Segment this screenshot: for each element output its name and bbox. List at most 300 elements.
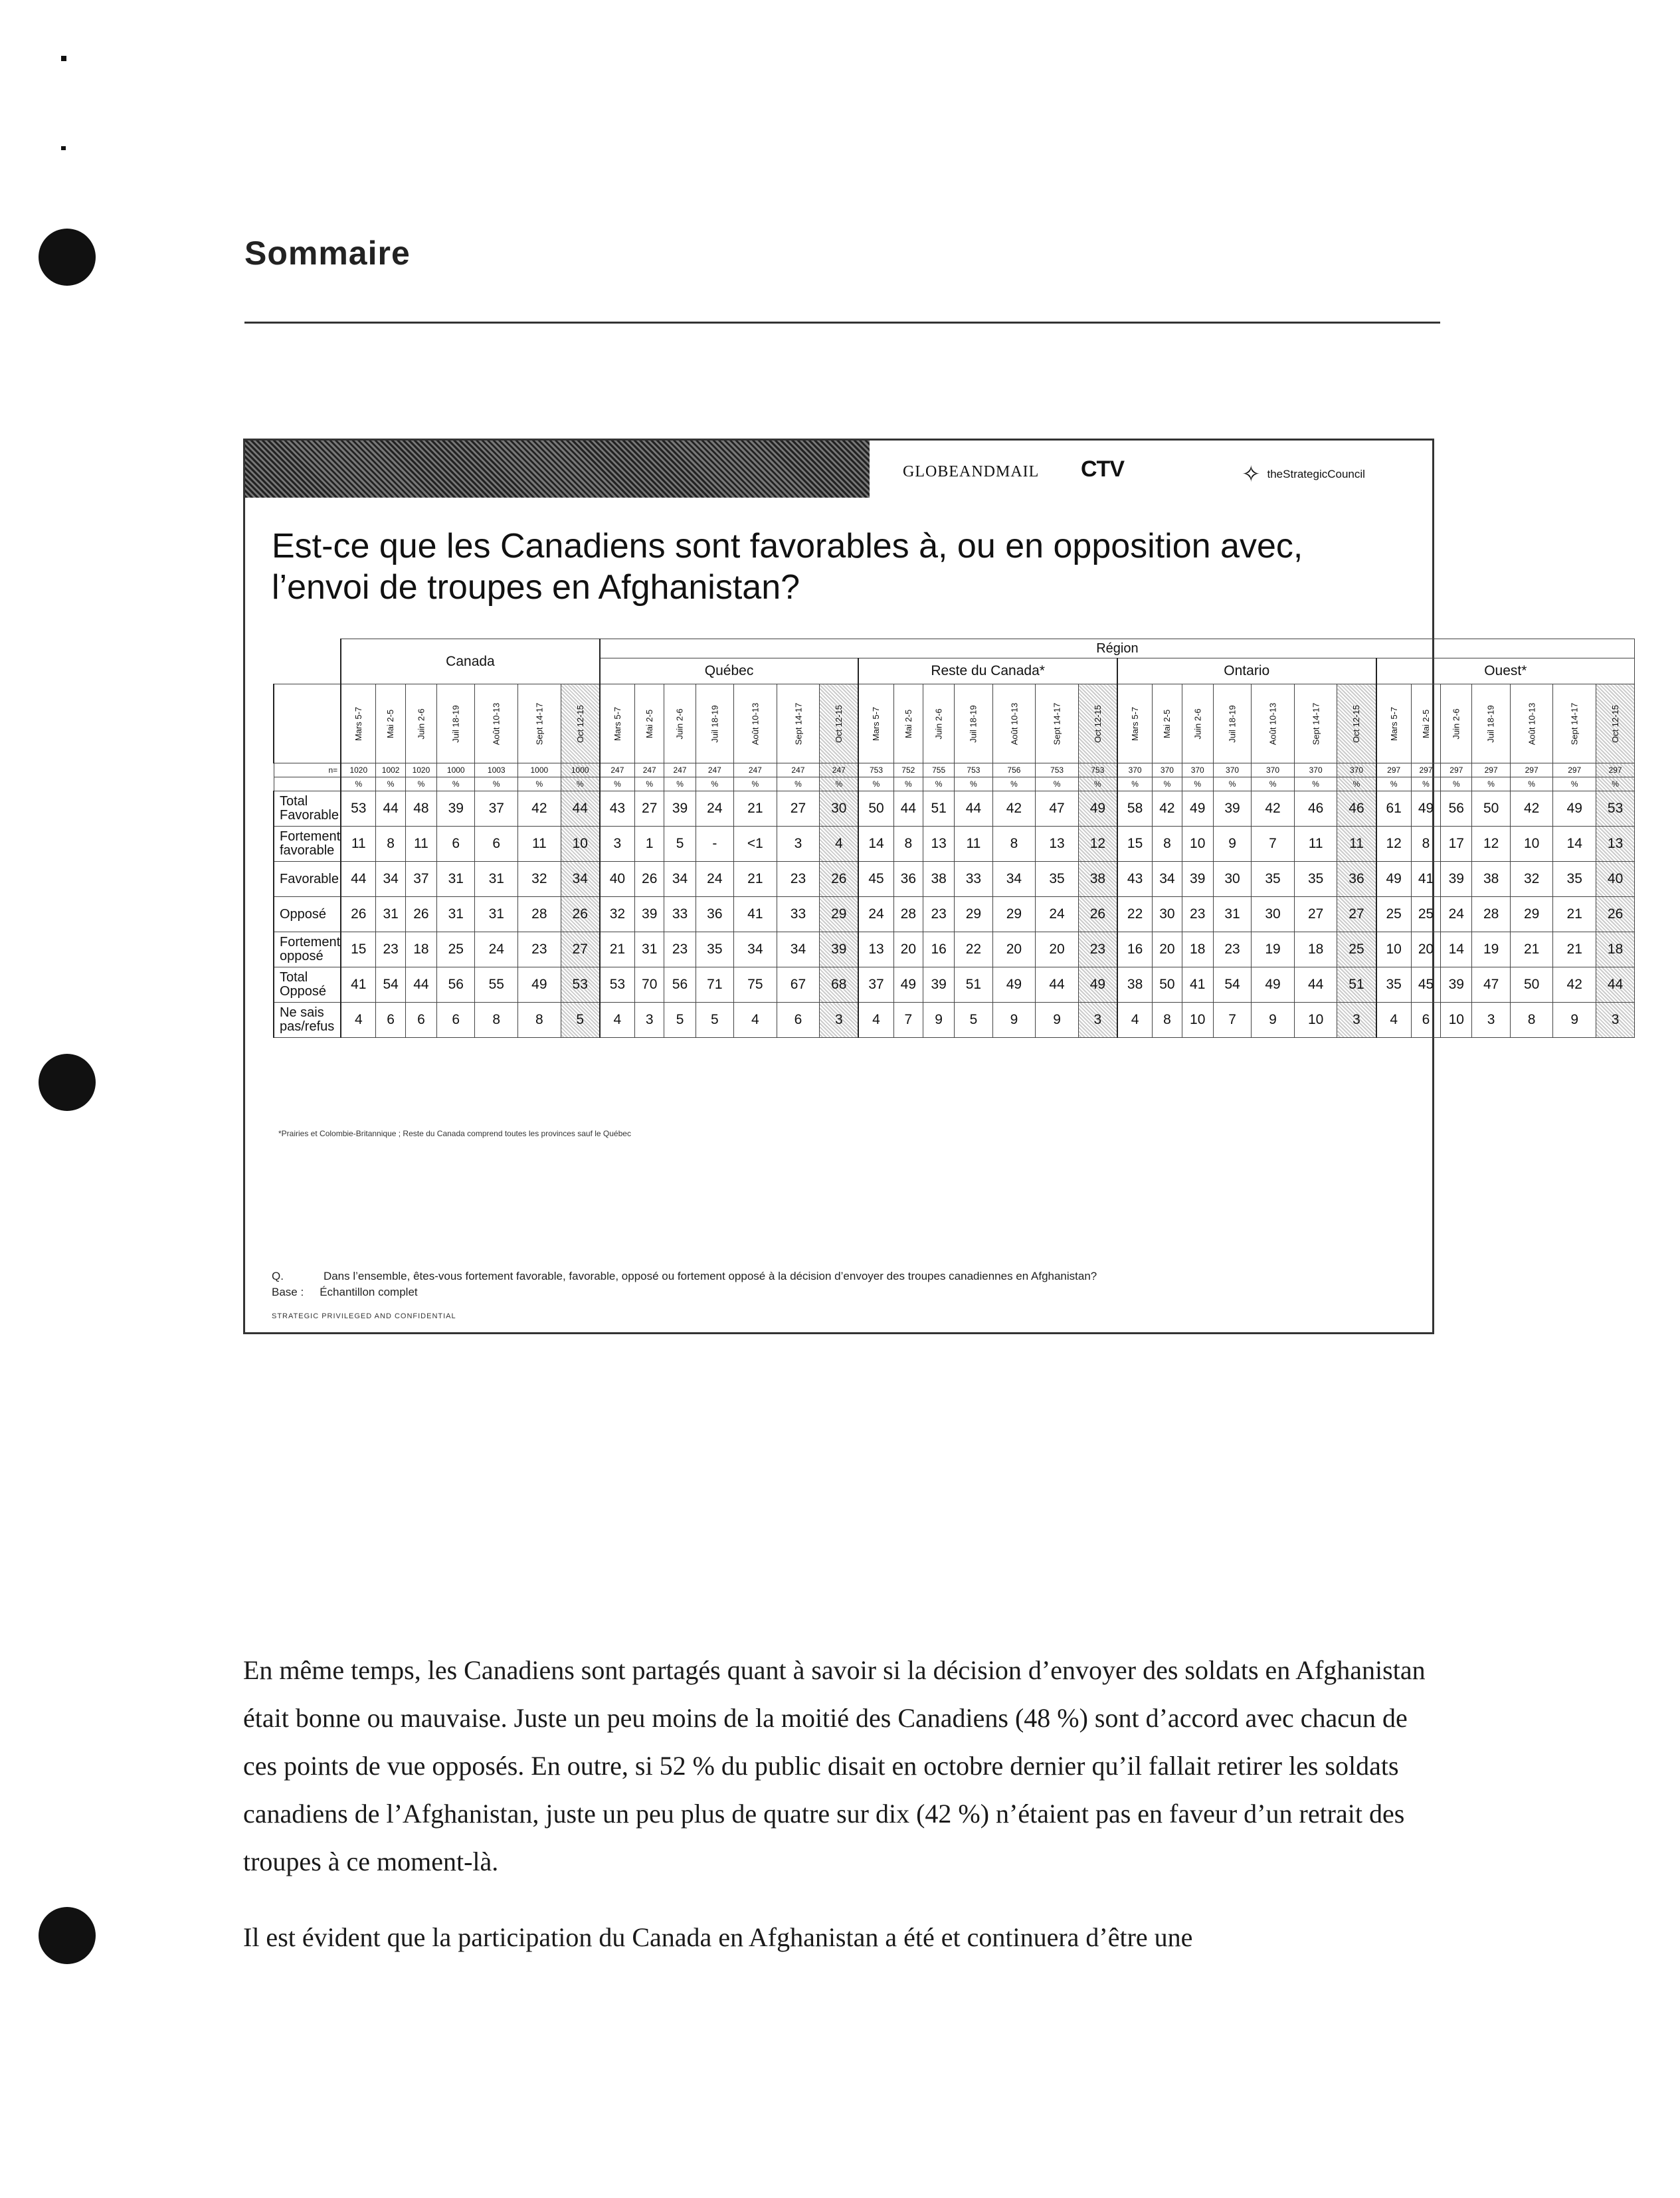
column-header-label: Juin 2-6 [933,708,944,740]
table-cell: 26 [820,862,859,897]
table-cell: 44 [561,791,600,827]
table-cell: 12 [1078,827,1117,862]
column-header-label: Juin 2-6 [1192,708,1203,740]
table-row [274,827,1635,862]
table-cell: 9 [1553,1003,1596,1038]
table-cell: 10 [1182,1003,1213,1038]
table-cell: 3 [600,827,635,862]
n-value: 1003 [475,763,518,777]
table-cell: 1 [635,827,664,862]
column-header [1036,684,1079,763]
pct-symbol: % [858,777,893,791]
region-header: Région [600,639,1635,658]
table-cell: 21 [600,932,635,967]
row-label: Fortement opposé [274,932,341,967]
table-cell: 22 [1117,897,1153,932]
table-cell: 36 [893,862,923,897]
pct-symbol: % [1510,777,1553,791]
column-header [1213,684,1251,763]
table-cell: 51 [955,967,992,1003]
pct-symbol: % [1182,777,1213,791]
table-cell: 49 [893,967,923,1003]
table-cell: 41 [1182,967,1213,1003]
column-header [992,684,1036,763]
pct-symbol: % [1553,777,1596,791]
table-cell: 13 [1596,827,1635,862]
table-cell: 18 [1294,932,1337,967]
column-header [777,684,820,763]
column-header [600,684,635,763]
n-value: 752 [893,763,923,777]
n-value: 297 [1472,763,1510,777]
table-cell: 46 [1337,791,1376,827]
table-cell: 31 [437,862,475,897]
group-header: Québec [600,658,859,684]
table-cell: 25 [1376,897,1412,932]
column-header-label: Mars 5-7 [353,706,364,742]
table-cell: 44 [341,862,376,897]
table-cell: 39 [1213,791,1251,827]
column-header-label: Oct 12-15 [1610,704,1621,744]
table-cell: 9 [992,1003,1036,1038]
pct-symbol: % [1117,777,1153,791]
table-cell: 35 [1553,862,1596,897]
column-header-label: Oct 12-15 [575,704,585,744]
n-value: 297 [1596,763,1635,777]
question-line [272,1270,1097,1283]
table-cell: 14 [858,827,893,862]
column-header [1553,684,1596,763]
table-cell: 46 [1294,791,1337,827]
table-cell: 42 [1553,967,1596,1003]
table-cell: 38 [923,862,955,897]
column-header [437,684,475,763]
table-cell: 26 [405,897,436,932]
ctv-logo: CTV [1081,456,1124,482]
column-header-label: Oct 12-15 [1092,704,1103,744]
table-cell: 22 [955,932,992,967]
n-value: 1020 [405,763,436,777]
column-header [1510,684,1553,763]
table-cell: 34 [992,862,1036,897]
column-header-label: Août 10-13 [491,702,502,746]
table-cell: 14 [1553,827,1596,862]
table-cell: 53 [600,967,635,1003]
table-cell: 6 [475,827,518,862]
row-label: Fortement favorable [274,827,341,862]
table-cell: 67 [777,967,820,1003]
table-cell: 4 [1117,1003,1153,1038]
table-corner [274,639,341,658]
table-cell: 18 [1182,932,1213,967]
table-cell: 47 [1472,967,1510,1003]
table-cell: 12 [1376,827,1412,862]
table-cell: 28 [518,897,561,932]
table-cell: 23 [664,932,696,967]
table-cell: 6 [1411,1003,1440,1038]
n-value: 753 [955,763,992,777]
table-cell: 56 [437,967,475,1003]
table-cell: 23 [376,932,405,967]
table-cell: 9 [1036,1003,1079,1038]
table-cell: 28 [893,897,923,932]
column-header [893,684,923,763]
table-cell: 41 [1411,862,1440,897]
table-cell: 44 [405,967,436,1003]
column-header-label: Juin 2-6 [675,708,686,740]
n-value: 247 [696,763,733,777]
strategic-council-label: theStrategicCouncil [1267,468,1365,480]
column-header [1182,684,1213,763]
n-value: 1000 [518,763,561,777]
column-header [475,684,518,763]
table-cell: 44 [1596,967,1635,1003]
n-value: 247 [777,763,820,777]
pct-symbol: % [1153,777,1182,791]
table-cell: 43 [600,791,635,827]
pct-symbol: % [600,777,635,791]
table-cell: 20 [992,932,1036,967]
table-cell: 45 [858,862,893,897]
table-cell: 36 [696,897,733,932]
row-label: Total Favorable [274,791,341,827]
body-paragraph: Il est évident que la participation du Canada en Afghanistan a été et continuera d’être une [243,1922,1193,1952]
table-cell: 24 [858,897,893,932]
pct-symbol: % [1252,777,1295,791]
column-header-label: Sept 14-17 [534,702,545,746]
table-cell: 11 [955,827,992,862]
table-cell: 15 [341,932,376,967]
table-cell: <1 [734,827,777,862]
table-cell: 47 [1036,791,1079,827]
table-cell: 27 [1337,897,1376,932]
table-cell: 9 [1252,1003,1295,1038]
n-value: 297 [1441,763,1472,777]
pct-symbol: % [923,777,955,791]
column-header [561,684,600,763]
table-cell: 50 [1472,791,1510,827]
table-cell: 44 [376,791,405,827]
table-cell: 28 [1472,897,1510,932]
table-cell: 4 [600,1003,635,1038]
table-cell: 49 [1411,791,1440,827]
table-cell: 3 [1596,1003,1635,1038]
table-cell: 8 [475,1003,518,1038]
table-cell: 7 [1213,1003,1251,1038]
table-cell: 8 [376,827,405,862]
table-cell: 34 [376,862,405,897]
table-cell: 26 [1078,897,1117,932]
table-cell: 3 [635,1003,664,1038]
table-cell: 39 [437,791,475,827]
table-cell: 20 [1153,932,1182,967]
table-cell: 42 [992,791,1036,827]
n-value: 370 [1182,763,1213,777]
table-cell: 5 [561,1003,600,1038]
table-cell: 8 [1153,827,1182,862]
pct-symbol: % [696,777,733,791]
table-cell: 49 [1078,791,1117,827]
table-cell: 20 [893,932,923,967]
pct-label-cell [274,777,341,791]
table-cell: 39 [820,932,859,967]
table-cell: 24 [1441,897,1472,932]
punch-hole [39,229,96,286]
column-header [858,684,893,763]
table-cell: 26 [1596,897,1635,932]
table-cell: 3 [1472,1003,1510,1038]
group-header: Reste du Canada* [858,658,1117,684]
table-cell: 32 [600,897,635,932]
table-cell: 8 [893,827,923,862]
table-cell: 27 [777,791,820,827]
group-header-canada: Canada [341,639,600,684]
table-cell: 9 [923,1003,955,1038]
pct-symbol: % [1376,777,1412,791]
table-cell: 3 [820,1003,859,1038]
table-cell: 49 [1376,862,1412,897]
table-cell: 23 [518,932,561,967]
slide-banner [245,441,870,498]
table-cell: 23 [777,862,820,897]
table-cell: 51 [1337,967,1376,1003]
table-cell: - [696,827,733,862]
column-header [1376,684,1412,763]
table-cell: 21 [1553,932,1596,967]
n-value: 370 [1213,763,1251,777]
n-value: 1020 [341,763,376,777]
table-cell: 4 [858,1003,893,1038]
table-cell: 4 [1376,1003,1412,1038]
n-value: 247 [635,763,664,777]
table-cell: 38 [1078,862,1117,897]
row-label: Ne sais pas/refus [274,1003,341,1038]
n-label: n= [274,763,341,777]
table-cell: 55 [475,967,518,1003]
table-cell: 53 [1596,791,1635,827]
n-value: 247 [664,763,696,777]
table-cell: 49 [992,967,1036,1003]
n-value: 370 [1337,763,1376,777]
column-header [1441,684,1472,763]
table-cell: 21 [734,862,777,897]
table-cell: 39 [923,967,955,1003]
column-header [1337,684,1376,763]
table-cell: 4 [820,827,859,862]
column-header-label: Oct 12-15 [834,704,844,744]
table-cell: 49 [518,967,561,1003]
column-header-label: Sept 14-17 [1311,702,1321,746]
n-value: 753 [1078,763,1117,777]
table-cell: 7 [1252,827,1295,862]
column-header [1596,684,1635,763]
table-cell: 42 [1153,791,1182,827]
table-cell: 14 [1441,932,1472,967]
pct-symbol: % [1411,777,1440,791]
table-cell: 56 [664,967,696,1003]
pct-symbol: % [734,777,777,791]
table-cell: 29 [1510,897,1553,932]
table-cell: 10 [1376,932,1412,967]
table-cell: 54 [1213,967,1251,1003]
table-cell: 37 [858,967,893,1003]
table-cell: 70 [635,967,664,1003]
table-cell: 39 [635,897,664,932]
table-row [274,967,1635,1003]
pct-symbol: % [1294,777,1337,791]
base-line [272,1286,418,1299]
column-header [1472,684,1510,763]
table-cell: 71 [696,967,733,1003]
table-cell: 44 [955,791,992,827]
table-cell: 11 [405,827,436,862]
table-cell: 49 [1078,967,1117,1003]
column-header-label: Juil 18-19 [1227,705,1238,743]
column-header-label: Juil 18-19 [968,705,979,743]
column-header-label: Août 10-13 [750,702,761,746]
n-value: 370 [1294,763,1337,777]
table-cell: 30 [1252,897,1295,932]
table-cell: 8 [992,827,1036,862]
pct-symbol: % [1036,777,1079,791]
row-label: Favorable [274,862,341,897]
pct-symbol: % [475,777,518,791]
table-row [274,932,1635,967]
header-label-cell [274,684,341,763]
pct-symbol: % [820,777,859,791]
column-header-label: Sept 14-17 [1569,702,1580,746]
n-value: 1000 [561,763,600,777]
table-cell: 31 [475,862,518,897]
table-cell: 31 [376,897,405,932]
column-header-label: Juil 18-19 [709,705,720,743]
table-cell: 23 [1078,932,1117,967]
n-value: 755 [923,763,955,777]
table-cell: 26 [635,862,664,897]
table-cell: 48 [405,791,436,827]
base-label: Base : [272,1286,304,1298]
table-cell: 17 [1441,827,1472,862]
table-row [274,791,1635,827]
column-header-label: Oct 12-15 [1351,704,1362,744]
column-header [955,684,992,763]
n-value: 247 [820,763,859,777]
column-header-label: Août 10-13 [1527,702,1537,746]
group-header: Ouest* [1376,658,1635,684]
table-cell: 10 [1441,1003,1472,1038]
table-cell: 27 [635,791,664,827]
globe-and-mail-logo: GLOBEANDMAIL [903,463,1040,480]
table-row [274,862,1635,897]
table-cell: 5 [955,1003,992,1038]
table-cell: 58 [1117,791,1153,827]
table-cell: 34 [734,932,777,967]
table-cell: 27 [1294,897,1337,932]
column-header-label: Mai 2-5 [385,709,396,739]
table-cell: 24 [1036,897,1079,932]
table-row [274,897,1635,932]
column-header-label: Mai 2-5 [1162,709,1172,739]
table-cell: 19 [1472,932,1510,967]
table-cell: 34 [1153,862,1182,897]
table-cell: 8 [1153,1003,1182,1038]
question-text: Dans l’ensemble, êtes-vous fortement favorable, favorable, opposé ou fortement opposé à la décision d’envoyer des troupes canadiennes en Afghanistan? [323,1270,1097,1282]
table-cell: 75 [734,967,777,1003]
table-cell: 21 [1553,897,1596,932]
pct-symbol: % [1472,777,1510,791]
column-header [1078,684,1117,763]
column-header-label: Juin 2-6 [1451,708,1461,740]
pct-symbol: % [635,777,664,791]
table-cell: 16 [1117,932,1153,967]
n-value: 297 [1553,763,1596,777]
table-cell: 10 [1510,827,1553,862]
body-paragraph: En même temps, les Canadiens sont partagés quant à savoir si la décision d’envoyer des soldats en Afghanistan était bonne ou mauvaise. Juste un peu moins de la moitié des Canadiens (48 %) sont d’accord avec chacun de ces points de vue opposés. En outre, si 52 % du public disait en octobre dernier qu’il fallait retirer les soldats canadiens de l’Afghanistan, juste un peu plus de quatre sur dix (42 %) n’étaient pas en faveur d’un retrait des troupes à ce moment-là. [243,1655,1426,1876]
table-cell: 3 [777,827,820,862]
pct-symbol: % [561,777,600,791]
column-header [1411,684,1440,763]
table-cell: 35 [696,932,733,967]
pct-symbol: % [893,777,923,791]
table-cell: 39 [1441,862,1472,897]
table-cell: 40 [600,862,635,897]
column-header-label: Mars 5-7 [612,706,622,742]
pct-symbol: % [1596,777,1635,791]
table-cell: 32 [1510,862,1553,897]
column-header-label: Juil 18-19 [450,705,461,743]
table-cell: 8 [518,1003,561,1038]
table-row [274,1003,1635,1038]
column-header-label: Mars 5-7 [871,706,882,742]
table-cell: 12 [1472,827,1510,862]
pct-symbol: % [664,777,696,791]
table-cell: 6 [437,827,475,862]
row-label: Total Opposé [274,967,341,1003]
pct-symbol: % [955,777,992,791]
pct-symbol: % [405,777,436,791]
table-cell: 7 [893,1003,923,1038]
table-cell: 50 [1153,967,1182,1003]
pct-symbol: % [992,777,1036,791]
table-cell: 35 [1376,967,1412,1003]
table-cell: 33 [664,897,696,932]
table-cell: 35 [1294,862,1337,897]
table-cell: 5 [664,1003,696,1038]
column-header-label: Mai 2-5 [644,709,655,739]
table-cell: 56 [1441,791,1472,827]
table-cell: 44 [1294,967,1337,1003]
table-cell: 21 [1510,932,1553,967]
column-header-label: Août 10-13 [1267,702,1278,746]
table-cell: 39 [1441,967,1472,1003]
table-cell: 18 [1596,932,1635,967]
table-cell: 19 [1252,932,1295,967]
column-header-label: Mars 5-7 [1130,706,1141,742]
table-cell: 18 [405,932,436,967]
table-cell: 34 [664,862,696,897]
table-cell: 27 [561,932,600,967]
table-cell: 9 [1213,827,1251,862]
table-cell: 37 [405,862,436,897]
n-value: 370 [1153,763,1182,777]
table-cell: 26 [341,897,376,932]
column-header [635,684,664,763]
column-header [518,684,561,763]
slide-note: *Prairies et Colombie-Britannique ; Reste du Canada comprend toutes les provinces sauf le Québec [278,1129,631,1138]
table-cell: 11 [1294,827,1337,862]
table-cell: 24 [696,791,733,827]
n-value: 1002 [376,763,405,777]
